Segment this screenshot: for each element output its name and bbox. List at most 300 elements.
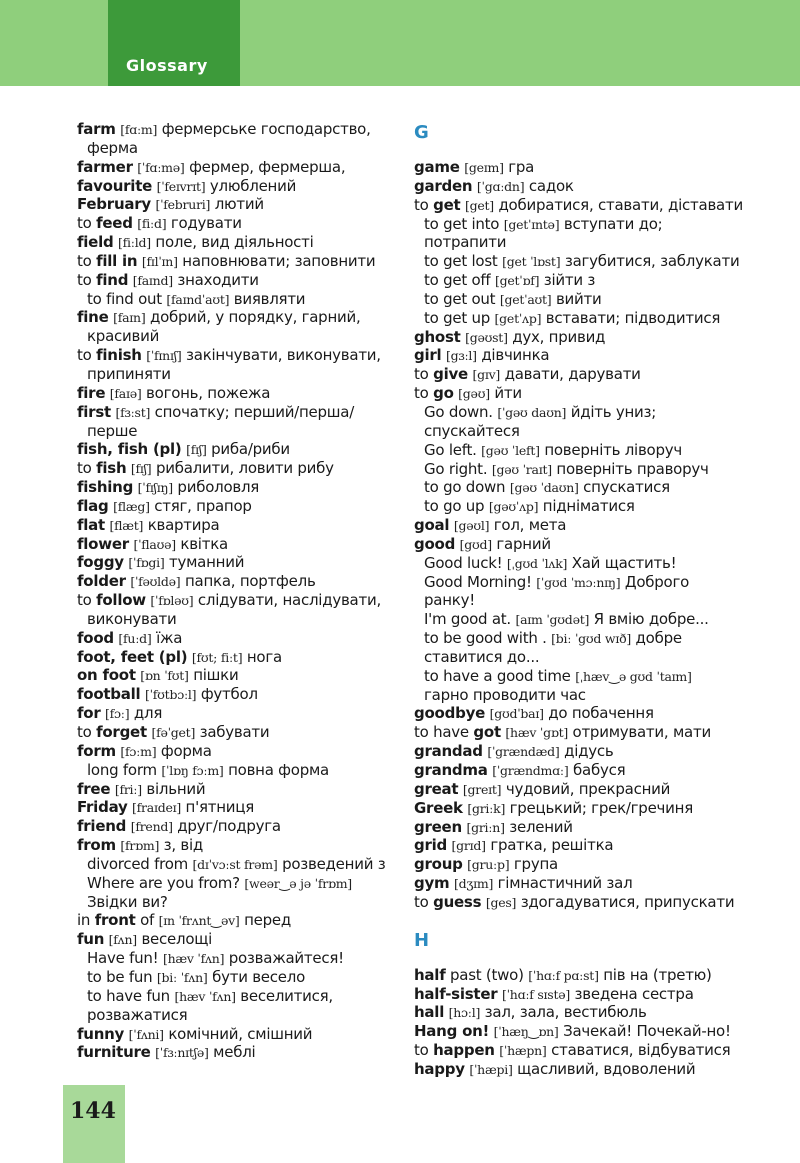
glossary-entry <box>414 985 796 1004</box>
translation: гімнастичний зал <box>497 874 633 893</box>
headword: follow <box>96 591 146 610</box>
glossary-entry <box>414 855 796 874</box>
translation: щасливий, вдоволений <box>517 1059 696 1078</box>
glossary-entry <box>77 817 417 836</box>
glossary-entry <box>414 1060 796 1079</box>
transcription: [gəʊl] <box>453 518 490 534</box>
headword: farm <box>77 120 116 138</box>
translation: лютий <box>214 195 264 214</box>
transcription: [gɪv] <box>472 367 501 383</box>
transcription: [fiːd] <box>137 216 167 232</box>
translation: грецький; грек/гречиня <box>509 798 694 817</box>
transcription: [faɪnd] <box>132 272 173 288</box>
headword: happy <box>414 1059 465 1078</box>
headword: got <box>473 723 501 742</box>
transcription: [frɒm] <box>120 838 160 854</box>
glossary-entry <box>77 836 417 855</box>
glossary-entry <box>77 780 417 799</box>
headword: half-sister <box>414 984 498 1003</box>
entry-prefix: to <box>77 459 92 478</box>
glossary-entry <box>414 1022 796 1041</box>
transcription: [fʌn] <box>108 932 137 948</box>
translation: п'ятниця <box>185 798 255 817</box>
headword: on foot <box>77 666 136 685</box>
transcription: [ˈfebruri] <box>155 197 211 213</box>
transcription: [getˈaʊt] <box>499 291 552 307</box>
transcription: [fɔːm] <box>120 743 157 759</box>
glossary-entry <box>77 535 417 554</box>
transcription: [ˈlɒŋ fɔːm] <box>161 762 224 778</box>
glossary-entry <box>414 704 796 723</box>
headword: front <box>94 911 136 930</box>
headword: farmer <box>77 157 133 176</box>
glossary-entry <box>414 328 796 347</box>
headword: favourite <box>77 176 153 195</box>
headword: go <box>433 384 454 403</box>
translation: улюблений <box>209 176 297 195</box>
glossary-entry <box>77 120 417 139</box>
translation: зал, зала, вестибюль <box>484 1003 647 1022</box>
transcription: [flæg] <box>113 498 150 514</box>
transcription: [ˈfəʊldə] <box>130 574 181 590</box>
headword: get <box>433 195 461 214</box>
transcription: [ges] <box>485 894 517 910</box>
example-phrase: to get up <box>424 308 491 327</box>
headword: fire <box>77 383 106 402</box>
glossary-subentry <box>77 949 417 968</box>
glossary-entry <box>77 1043 417 1062</box>
glossary-entry <box>77 798 417 817</box>
transcription: [gəʊ] <box>458 386 490 402</box>
translation: добрий, у порядку, гарний, <box>149 308 361 327</box>
headword: first <box>77 402 111 421</box>
entry-prefix: to <box>77 270 92 289</box>
example-phrase: to find out <box>87 289 162 308</box>
translation: туманний <box>168 553 245 572</box>
translation: слідувати, наслідувати, <box>197 591 381 610</box>
transcription: [ˈfɪnɪʃ] <box>146 348 182 364</box>
transcription: [biː ˈgʊd wɪð] <box>551 631 631 647</box>
transcription: [ˈgʊd ˈmɔːnɪŋ] <box>536 574 621 590</box>
glossary-entry <box>77 158 417 177</box>
transcription: [get ˈlɒst] <box>502 254 561 270</box>
translation: група <box>513 855 558 874</box>
transcription: [ˈgrændæd] <box>487 744 560 760</box>
headword: Greek <box>414 798 463 817</box>
translation: годувати <box>170 214 242 233</box>
transcription: [ˈflaʊə] <box>133 536 176 552</box>
entry-continuation: красивий <box>87 327 160 346</box>
glossary-entry <box>77 553 417 572</box>
translation: квартира <box>147 515 220 534</box>
transcription: [ˈhɑːf sɪstə] <box>501 986 571 1002</box>
transcription: [gruːp] <box>467 857 510 873</box>
example-phrase: I'm good at. <box>424 610 511 629</box>
headword: fun <box>77 930 105 949</box>
glossary-subentry <box>414 309 796 328</box>
glossary-entry <box>414 780 796 799</box>
translation: пів на (третю) <box>603 965 712 984</box>
glossary-subentry <box>414 215 796 234</box>
entry-continuation: ферма <box>87 138 138 157</box>
entry-prefix: to <box>414 892 429 911</box>
translation: меблі <box>213 1043 256 1062</box>
headword: garden <box>414 176 473 195</box>
glossary-entry <box>414 966 796 985</box>
headword: funny <box>77 1024 125 1043</box>
transcription: [faɪə] <box>109 385 142 401</box>
transcription: [gəʊ ˈraɪt] <box>491 461 552 477</box>
glossary-entry <box>414 516 796 535</box>
glossary-entry <box>77 516 417 535</box>
glossary-entry <box>414 346 796 365</box>
translation: фермер, фермерша, <box>189 157 346 176</box>
headword: Hang on! <box>414 1022 490 1041</box>
headword: grandma <box>414 761 488 779</box>
translation: пішки <box>193 666 239 685</box>
translation: йти <box>494 384 522 403</box>
headword: free <box>77 779 111 798</box>
translation: Я вмію добре... <box>593 610 709 629</box>
entry-prefix: to <box>414 1041 429 1060</box>
translation: поверніть праворуч <box>556 459 709 478</box>
translation: наповнювати; заповнити <box>182 251 376 270</box>
example-phrase: Good luck! <box>424 553 503 572</box>
glossary-entry <box>77 233 417 252</box>
translation: нога <box>246 647 282 666</box>
transcription: [fɜːst] <box>115 404 151 420</box>
glossary-entry <box>77 704 417 723</box>
glossary-entry <box>77 629 417 648</box>
transcription: [faɪndˈaʊt] <box>166 291 230 307</box>
headword: girl <box>414 346 442 365</box>
glossary-entry <box>77 572 417 591</box>
transcription: [gəʊˈʌp] <box>488 499 539 515</box>
glossary-entry <box>77 723 417 742</box>
headword: gym <box>414 874 450 893</box>
entry-continuation: розважатися <box>87 1005 188 1024</box>
glossary-entry <box>77 440 417 459</box>
entry-prefix: to <box>414 384 429 403</box>
headword: happen <box>433 1041 495 1060</box>
translation: вільний <box>146 779 206 798</box>
glossary-entry <box>414 365 796 384</box>
translation: зелений <box>509 817 573 836</box>
transcription: [ˌgʊd ˈlʌk] <box>506 555 568 571</box>
translation: з, від <box>163 836 204 855</box>
translation: вступати до; <box>563 214 663 233</box>
glossary-entry <box>77 384 417 403</box>
translation: знаходити <box>177 270 259 289</box>
headword: green <box>414 817 462 836</box>
glossary-entry <box>77 308 417 327</box>
translation: гарний <box>496 534 551 553</box>
headword: grid <box>414 836 448 855</box>
translation: дівчинка <box>481 346 550 365</box>
entry-suffix: of <box>140 911 155 930</box>
entry-continuation: спускайтеся <box>424 421 520 440</box>
glossary-subentry <box>77 761 417 780</box>
translation: виявляти <box>233 289 306 308</box>
entry-prefix: to <box>77 251 92 270</box>
translation: давати, дарувати <box>504 365 641 384</box>
entry-prefix: to <box>77 346 92 365</box>
glossary-entry <box>77 346 417 365</box>
entry-prefix: in <box>77 911 91 930</box>
glossary-entry <box>414 177 796 196</box>
translation: дух, привид <box>512 327 606 346</box>
headword: goodbye <box>414 704 486 723</box>
glossary-subentry <box>77 874 417 893</box>
headword: hall <box>414 1003 445 1022</box>
transcription: [fəˈget] <box>151 725 196 740</box>
glossary-entry <box>414 196 796 215</box>
translation: добре <box>635 629 682 648</box>
headword: friend <box>77 817 127 836</box>
translation: стяг, прапор <box>154 496 252 515</box>
glossary-entry <box>414 761 796 780</box>
transcription: [friː] <box>114 781 142 797</box>
example-phrase: long form <box>87 760 157 779</box>
translation: повна форма <box>228 760 329 779</box>
translation: розважайтеся! <box>228 949 344 968</box>
transcription: [dɪˈvɔːst frəm] <box>192 856 278 872</box>
translation: загубитися, заблукати <box>564 252 740 271</box>
glossary-subentry <box>414 554 796 573</box>
example-phrase: to be good with . <box>424 629 547 648</box>
transcription: [fʊt; fiːt] <box>191 649 243 665</box>
translation: садок <box>528 176 574 195</box>
transcription: [weər‿ə jə ˈfrɒm] <box>244 875 352 891</box>
example-phrase: to be fun <box>87 967 153 986</box>
glossary-entry <box>414 723 796 742</box>
translation: перед <box>244 911 291 930</box>
transcription: [gəʊst] <box>465 329 508 345</box>
example-phrase: Good Morning! <box>424 572 532 591</box>
transcription: [gəʊ ˈdaʊn] <box>509 480 579 496</box>
glossary-entry <box>414 799 796 818</box>
glossary-entry <box>77 742 417 761</box>
headword: Friday <box>77 798 128 817</box>
transcription: [ɒn ˈfʊt] <box>140 668 189 684</box>
translation: папка, портфель <box>184 572 316 591</box>
transcription: [hɔːl] <box>448 1005 481 1021</box>
glossary-entry <box>414 893 796 912</box>
transcription: [ɪn ˈfrʌnt‿əv] <box>158 913 240 929</box>
translation: рибалити, ловити рибу <box>155 459 334 478</box>
glossary-subentry <box>77 968 417 987</box>
translation: веселощі <box>141 930 213 949</box>
translation: зійти з <box>543 271 596 290</box>
section-title: Glossary <box>126 56 208 75</box>
glossary-entry <box>77 252 417 271</box>
glossary-entry <box>77 911 417 930</box>
translation: риболовля <box>177 478 260 497</box>
translation: зведена сестра <box>574 984 694 1003</box>
entry-continuation: припиняти <box>87 364 171 383</box>
transcription: [fiːld] <box>118 235 151 251</box>
entry-prefix: to <box>414 365 429 384</box>
translation: форма <box>160 741 212 760</box>
entry-continuation: ранку! <box>424 591 475 610</box>
headword: flower <box>77 534 129 553</box>
headword: furniture <box>77 1043 151 1062</box>
headword: great <box>414 779 459 798</box>
entry-continuation: перше <box>87 421 138 440</box>
translation: ставатися, відбуватися <box>551 1041 731 1060</box>
transcription: [faɪn] <box>113 310 146 326</box>
glossary-entry <box>414 535 796 554</box>
translation: вийти <box>555 289 602 308</box>
headword: group <box>414 855 463 874</box>
translation: розведений з <box>282 854 386 873</box>
glossary-subentry <box>414 290 796 309</box>
headword: fine <box>77 308 109 327</box>
headword: fill in <box>96 251 138 270</box>
transcription: [ˈfɒgi] <box>128 555 165 571</box>
transcription: [ˈfeɪvrɪt] <box>156 178 206 194</box>
translation: квітка <box>180 534 228 553</box>
section-letter: G <box>414 122 429 143</box>
translation: поле, вид діяльності <box>155 233 314 252</box>
entry-continuation: Звідки ви? <box>87 892 168 911</box>
translation: спочатку; перший/перша/ <box>154 402 355 421</box>
transcription: [fɪʃ] <box>186 442 207 458</box>
translation: здогадуватися, припускати <box>520 892 735 911</box>
transcription: [ˈhæŋ‿ɒn] <box>493 1024 559 1040</box>
translation: Зачекай! Почекай-но! <box>563 1022 731 1041</box>
glossary-entry <box>77 648 417 667</box>
transcription: [ˌhæv‿ə gʊd ˈtaɪm] <box>575 668 692 684</box>
example-phrase: to get off <box>424 271 491 290</box>
glossary-entry <box>77 459 417 478</box>
headword: goal <box>414 516 450 535</box>
page-number-tab <box>63 1085 125 1163</box>
glossary-subentry <box>414 497 796 516</box>
transcription: [ˈfɑːmə] <box>137 159 185 175</box>
translation: добиратися, ставати, діставати <box>498 195 743 214</box>
transcription: [ˈhæpn] <box>499 1043 547 1059</box>
translation: футбол <box>200 685 258 704</box>
entry-continuation: гарно проводити час <box>424 685 586 704</box>
headword: foot, feet (pl) <box>77 647 188 666</box>
transcription: [ˈfɒləʊ] <box>150 593 194 609</box>
translation: закінчувати, виконувати, <box>186 346 381 365</box>
transcription: [gʊdˈbaɪ] <box>489 706 544 722</box>
headword: fish, fish (pl) <box>77 440 182 459</box>
glossary-subentry <box>414 573 796 592</box>
headword: food <box>77 628 114 647</box>
glossary-subentry <box>414 460 796 479</box>
glossary-subentry <box>414 629 796 648</box>
example-phrase: Have fun! <box>87 949 159 968</box>
transcription: [flæt] <box>109 517 144 533</box>
translation: гра <box>508 158 535 176</box>
transcription: [gɜːl] <box>445 348 477 364</box>
translation: комічний, смішний <box>168 1024 313 1043</box>
transcription: [ˈhɑːf pɑːst] <box>528 967 599 983</box>
transcription: [ˈgəʊ daʊn] <box>497 404 567 420</box>
glossary-entry <box>414 1041 796 1060</box>
translation: для <box>133 704 163 723</box>
translation: отримувати, мати <box>572 723 711 742</box>
headword: fish <box>96 459 127 478</box>
headword: folder <box>77 572 126 591</box>
transcription: [hæv ˈfʌn] <box>174 988 236 1004</box>
transcription: [griːn] <box>466 819 505 835</box>
translation: поверніть ліворуч <box>544 440 682 459</box>
example-phrase: to have a good time <box>424 666 571 685</box>
transcription: [ˈfɜːnɪtʃə] <box>155 1045 209 1061</box>
example-phrase: Go down. <box>424 402 493 421</box>
translation: до побачення <box>548 704 654 723</box>
transcription: [greɪt] <box>462 781 502 797</box>
example-phrase: Go right. <box>424 459 488 478</box>
headword: guess <box>433 892 482 911</box>
transcription: [hæv ˈgɒt] <box>505 725 568 741</box>
glossary-entry <box>77 214 417 233</box>
glossary-subentry <box>414 271 796 290</box>
entry-prefix: to <box>77 214 92 233</box>
headword: flat <box>77 515 105 534</box>
example-phrase: to get out <box>424 289 496 308</box>
entry-continuation: потрапити <box>424 233 507 252</box>
headword: good <box>414 534 456 553</box>
glossary-subentry <box>414 610 796 629</box>
glossary-entry <box>77 497 417 516</box>
translation: друг/подруга <box>177 817 281 836</box>
glossary-entry <box>414 384 796 403</box>
transcription: [hæv ˈfʌn] <box>162 951 225 967</box>
entry-prefix: to <box>414 195 429 214</box>
example-phrase: to get lost <box>424 252 498 271</box>
transcription: [biː ˈfʌn] <box>156 969 208 985</box>
translation: підніматися <box>542 497 635 516</box>
translation: чудовий, прекрасний <box>505 779 671 798</box>
headword: game <box>414 158 460 176</box>
headword: finish <box>96 346 142 365</box>
translation: вогонь, пожежа <box>146 383 271 402</box>
headword: forget <box>96 723 147 741</box>
headword: field <box>77 233 114 252</box>
translation: фермерське господарство, <box>161 120 371 138</box>
headword: from <box>77 836 116 855</box>
transcription: [ˈgrændmɑː] <box>492 763 569 778</box>
headword: flag <box>77 496 109 515</box>
glossary-subentry <box>414 441 796 460</box>
glossary-entry <box>414 742 796 761</box>
transcription: [getˈɪntə] <box>503 216 560 232</box>
headword: give <box>433 365 468 384</box>
glossary-subentry <box>77 855 417 874</box>
glossary-subentry <box>414 252 796 271</box>
glossary-entry <box>77 403 417 422</box>
glossary-entry <box>414 874 796 893</box>
headword: ghost <box>414 327 461 346</box>
example-phrase: Go left. <box>424 440 477 459</box>
headword: find <box>96 270 129 289</box>
example-phrase: divorced from <box>87 854 189 873</box>
translation: веселитися, <box>240 986 333 1005</box>
glossary-entry <box>77 177 417 196</box>
headword: feed <box>96 214 133 233</box>
transcription: [gʊd] <box>459 536 492 552</box>
example-phrase: to go down <box>424 478 506 497</box>
translation: бути весело <box>212 967 306 986</box>
entry-continuation: ставитися до... <box>424 647 540 666</box>
headword: football <box>77 685 141 704</box>
transcription: [dʒɪm] <box>453 876 494 892</box>
